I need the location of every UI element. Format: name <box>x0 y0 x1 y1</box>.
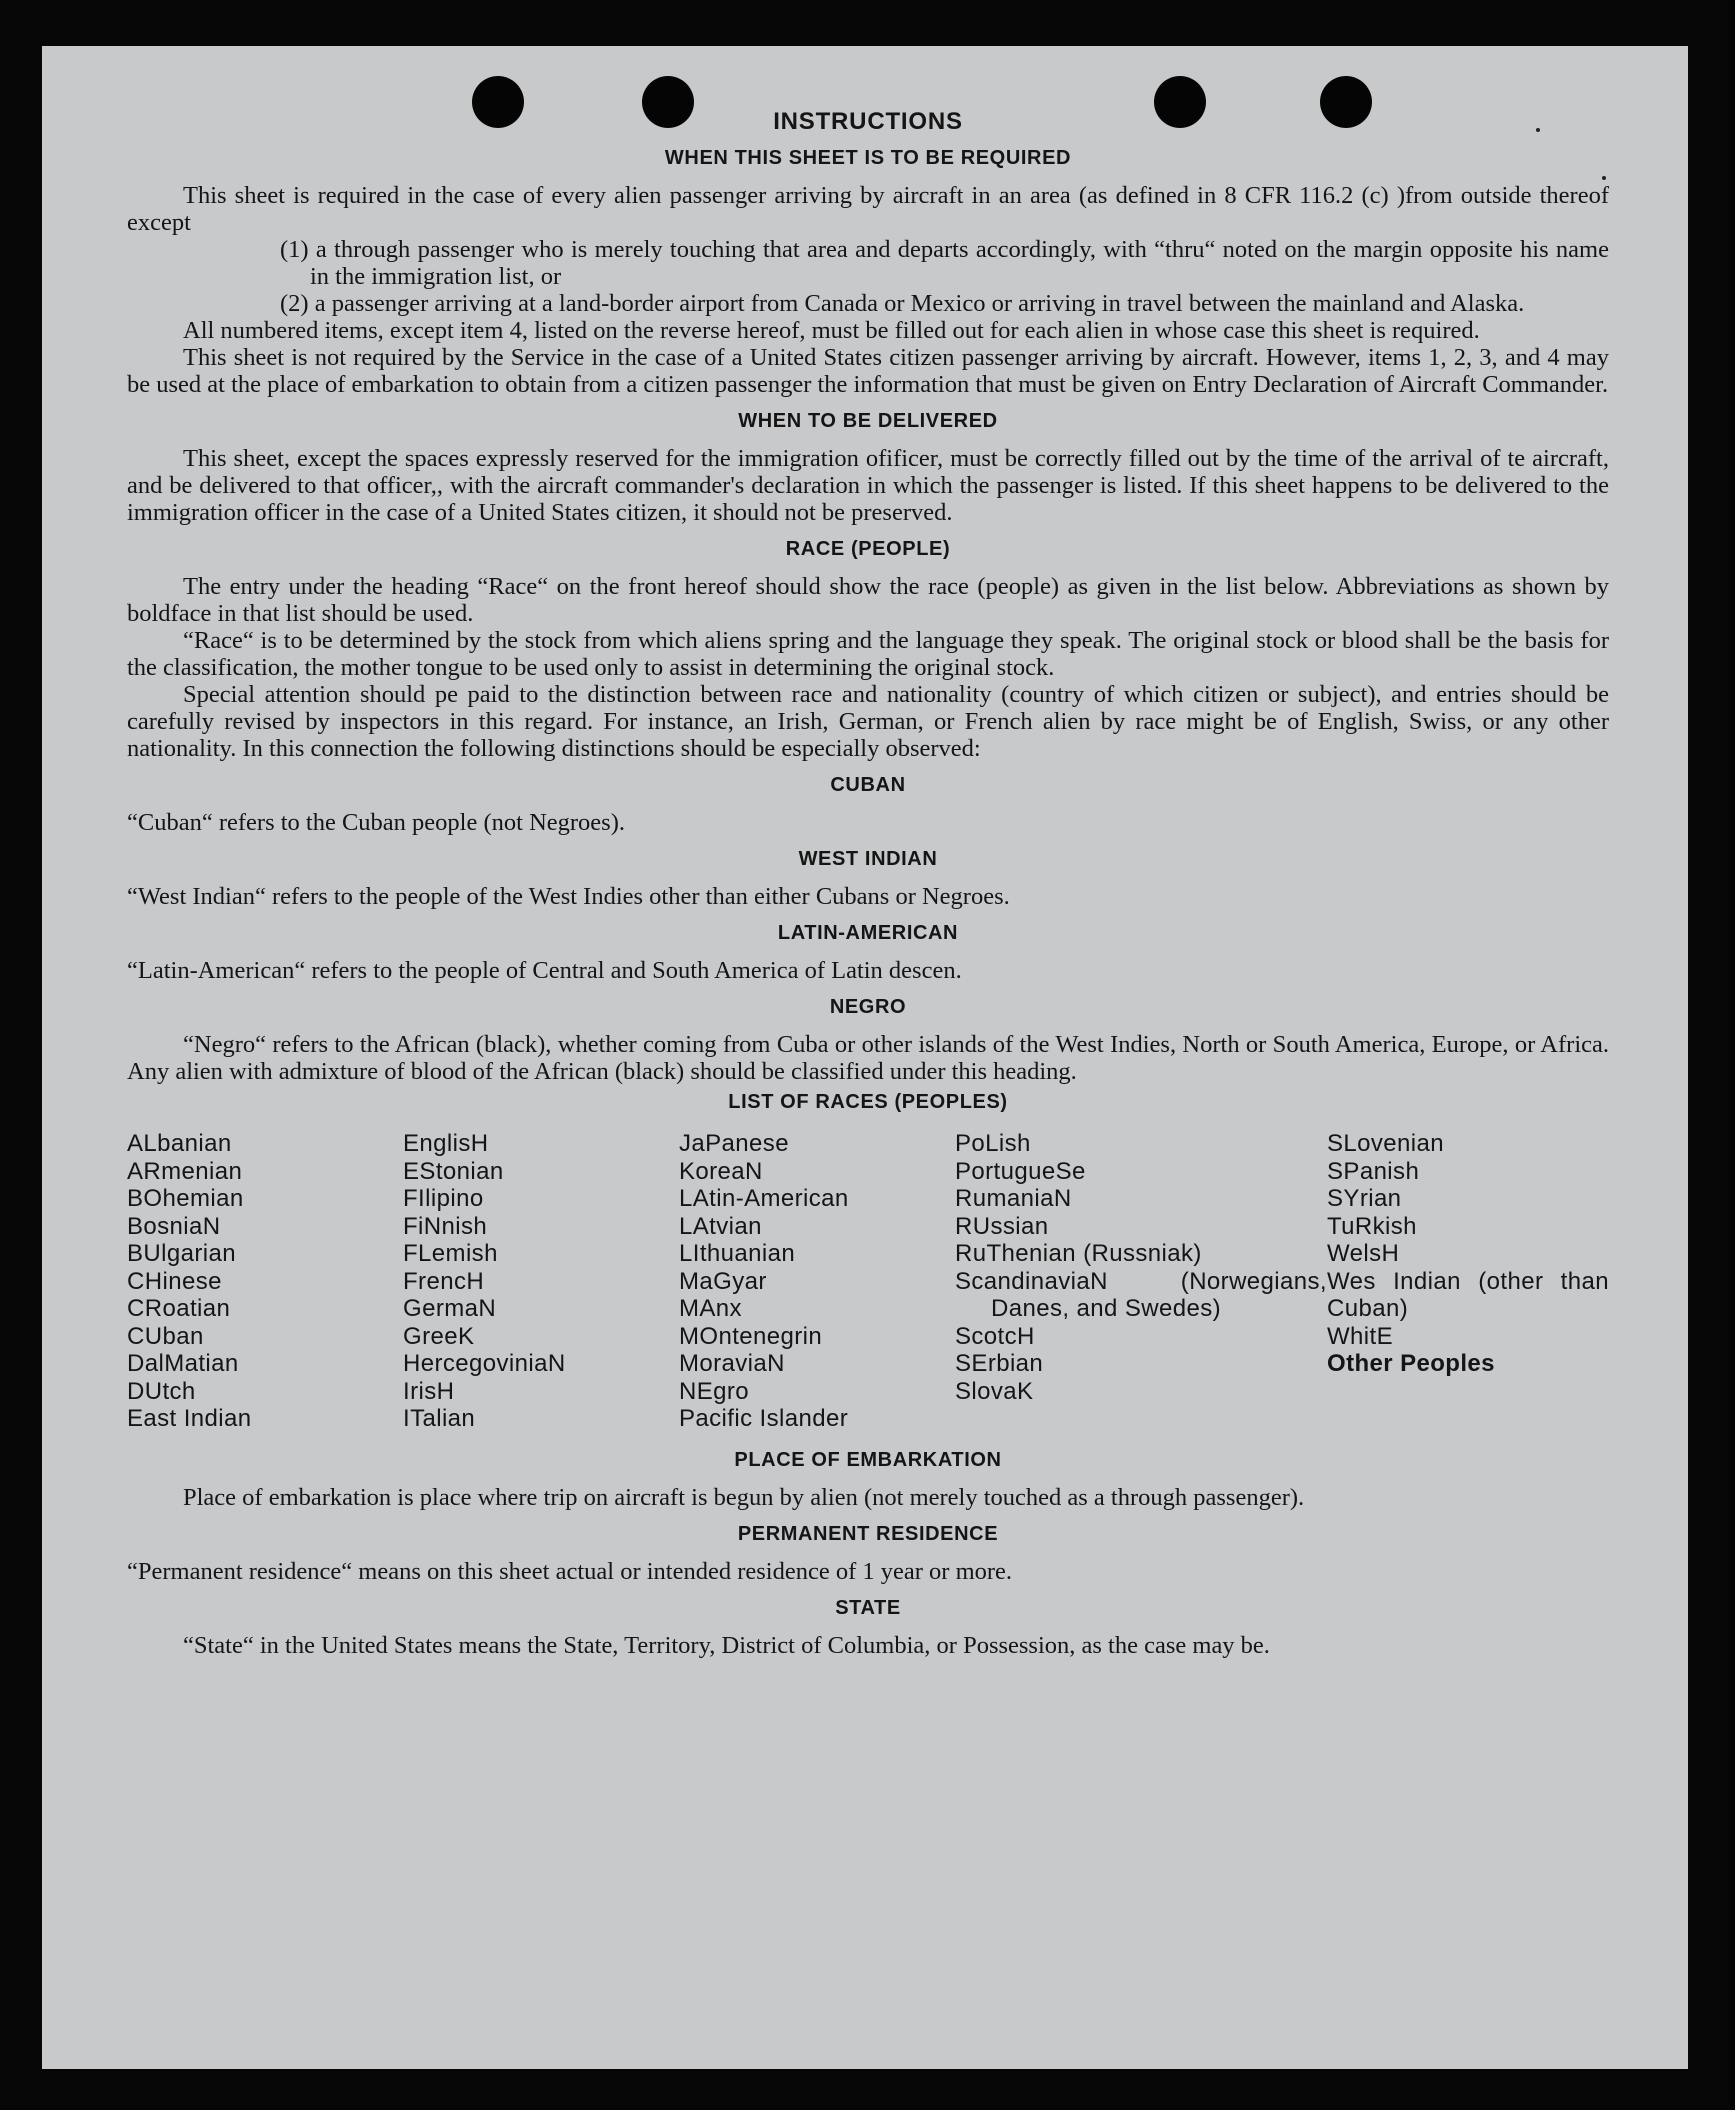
race-entry: FIlipino <box>403 1185 484 1212</box>
races-column <box>1327 1130 1609 1433</box>
race-entry: SYrian <box>1327 1185 1402 1212</box>
paragraph: “Permanent residence“ means on this sheet actual or intended residence of 1 year or more. <box>127 1557 1013 1585</box>
page-title: INSTRUCTIONS <box>773 108 963 135</box>
race-entry: SPanish <box>1327 1157 1420 1185</box>
section-heading: PERMANENT RESIDENCE <box>737 1522 999 1545</box>
races-column <box>679 1130 955 1433</box>
paragraph: “Race“ is to be determined by the stock from which aliens spring and the language they speak. The original stock or blood shall be the basis for the classification, the mother tongue to be used only to assist in determining the original stock. <box>127 627 1609 681</box>
races-column <box>127 1130 403 1433</box>
race-entry: NEgro <box>679 1377 750 1405</box>
paragraph: Place of embarkation is place where trip on aircraft is begun by alien (not merely touched as a through passenger). <box>183 1483 1305 1511</box>
race-entry: LAtvian <box>679 1212 762 1240</box>
race-entry: RuThenian (Russniak) <box>955 1240 1202 1267</box>
race-entry: MaGyar <box>679 1267 767 1295</box>
paragraph: This sheet is not required by the Service in the case of a United States citizen passenger arriving by aircraft. However, items 1, 2, 3, and 4 may be used at the place of embarkation to obtain from a citizen passenger the information that must be given on Entry Declaration of Aircraft Commander. <box>127 344 1609 398</box>
race-entry: SlovaK <box>955 1377 1034 1405</box>
race-entry: RUssian <box>955 1212 1049 1240</box>
list-item: (1) a through passenger who is merely touching that area and departs accordingly, with “thru“ noted on the margin opposite his name in the immigration list, or <box>280 236 1609 290</box>
race-entry: MAnx <box>679 1295 742 1322</box>
race-entry: EnglisH <box>403 1130 489 1157</box>
races-column <box>955 1130 1327 1433</box>
race-entry: WelsH <box>1327 1240 1400 1267</box>
section-heading: RACE (PEOPLE) <box>785 538 951 560</box>
race-entry: KoreaN <box>679 1157 763 1185</box>
race-entry: EStonian <box>403 1157 504 1185</box>
race-entry: CHinese <box>127 1267 222 1295</box>
race-entry: MoraviaN <box>679 1350 785 1377</box>
race-entry: IrisH <box>403 1377 455 1405</box>
race-entry: PortugueSe <box>955 1157 1086 1185</box>
race-entry: BosniaN <box>127 1212 221 1240</box>
document-sheet <box>42 46 1688 2069</box>
race-entry: DalMatian <box>127 1350 239 1377</box>
race-entry: CUban <box>127 1322 204 1350</box>
paragraph: “Latin-American“ refers to the people of Central and South America of Latin descen. <box>127 957 962 984</box>
section-heading: NEGRO <box>829 996 907 1018</box>
paragraph: This sheet, except the spaces expressly reserved for the immigration ofificer, must be correctly filled out by the time of the arrival of te aircraft, and be delivered to that officer,, with the aircraft commander's declaration in which the passenger is listed. If this sheet happens to be delivered to the immigration officer in the case of a United States citizen, it should not be preserved. <box>127 445 1609 526</box>
section-heading: LATIN-AMERICAN <box>777 922 959 944</box>
races-list <box>127 1130 1609 1433</box>
instructions-content <box>127 108 1609 1659</box>
race-entry: East Indian <box>127 1405 252 1432</box>
race-entry: PoLish <box>955 1130 1031 1157</box>
paragraph: All numbered items, except item 4, listed on the reverse hereof, must be filled out for each alien in whose case this sheet is required. <box>183 317 1480 344</box>
section-heading: WHEN TO BE DELIVERED <box>738 410 998 432</box>
paragraph: “West Indian“ refers to the people of the West Indies other than either Cubans or Negroes. <box>127 883 1010 910</box>
section-heading: PLACE OF EMBARKATION <box>734 1448 1002 1471</box>
race-entry: ScandinaviaN (Norwegians, Danes, and Swedes) <box>955 1267 1327 1322</box>
race-entry: WhitE <box>1327 1322 1394 1350</box>
race-entry: SErbian <box>955 1350 1044 1377</box>
list-item: (2) a passenger arriving at a land-border airport from Canada or Mexico or arriving in travel between the mainland and Alaska. <box>280 290 1525 317</box>
race-entry: RumaniaN <box>955 1185 1072 1212</box>
race-entry: ARmenian <box>127 1157 243 1185</box>
race-entry: ScotcH <box>955 1322 1035 1350</box>
race-entry: TuRkish <box>1327 1212 1417 1240</box>
section-heading: STATE <box>835 1596 901 1619</box>
section-heading: LIST OF RACES (PEOPLES) <box>728 1091 1008 1113</box>
races-column <box>403 1130 679 1433</box>
race-entry: DUtch <box>127 1377 196 1405</box>
paragraph: Special attention should pe paid to the distinction between race and nationality (country of which citizen or subject), and entries should be carefully revised by inspectors in this regard. For instance, an Irish, German, or French alien by race might be of English, Swiss, or any other nationality. In this connection the following distinctions should be especially observed: <box>127 681 1609 762</box>
race-entry: GreeK <box>403 1322 475 1350</box>
race-entry: FrencH <box>403 1267 485 1295</box>
race-entry: Pacific Islander <box>679 1405 849 1432</box>
paragraph: “Cuban“ refers to the Cuban people (not Negroes). <box>127 809 625 836</box>
paragraph: The entry under the heading “Race“ on the front hereof should show the race (people) as given in the list below. Abbreviations as shown by boldface in that list should be used. <box>127 573 1609 627</box>
race-entry: ALbanian <box>127 1130 232 1157</box>
race-entry: Wes Indian (other than Cuban) <box>1327 1267 1609 1322</box>
race-entry: LAtin-American <box>679 1185 849 1212</box>
race-entry: MOntenegrin <box>679 1322 823 1350</box>
race-entry: GermaN <box>403 1295 497 1322</box>
paragraph: This sheet is required in the case of every alien passenger arriving by aircraft in an area (as defined in 8 CFR 116.2 (c) )from outside thereof except <box>127 182 1609 236</box>
section-heading: WEST INDIAN <box>798 848 938 870</box>
section-heading: WHEN THIS SHEET IS TO BE REQUIRED <box>664 147 1072 169</box>
race-entry: CRoatian <box>127 1295 231 1322</box>
race-entry: LIthuanian <box>679 1240 796 1267</box>
race-entry: HercegoviniaN <box>403 1350 566 1377</box>
race-entry: JaPanese <box>679 1130 789 1157</box>
race-entry: FLemish <box>403 1240 498 1267</box>
race-entry: ITalian <box>403 1405 476 1432</box>
paragraph: “Negro“ refers to the African (black), whether coming from Cuba or other islands of the West Indies, North or South America, Europe, or Africa. Any alien with admixture of blood of the African (black) should be classified under this heading. <box>127 1031 1609 1085</box>
race-entry: FiNnish <box>403 1212 488 1240</box>
race-entry: BUlgarian <box>127 1240 236 1267</box>
race-entry: Other Peoples <box>1327 1350 1495 1377</box>
race-entry: BOhemian <box>127 1185 244 1212</box>
race-entry: SLovenian <box>1327 1130 1445 1157</box>
section-heading: CUBAN <box>830 774 906 796</box>
paragraph: “State“ in the United States means the State, Territory, District of Columbia, or Possession, as the case may be. <box>183 1631 1270 1659</box>
